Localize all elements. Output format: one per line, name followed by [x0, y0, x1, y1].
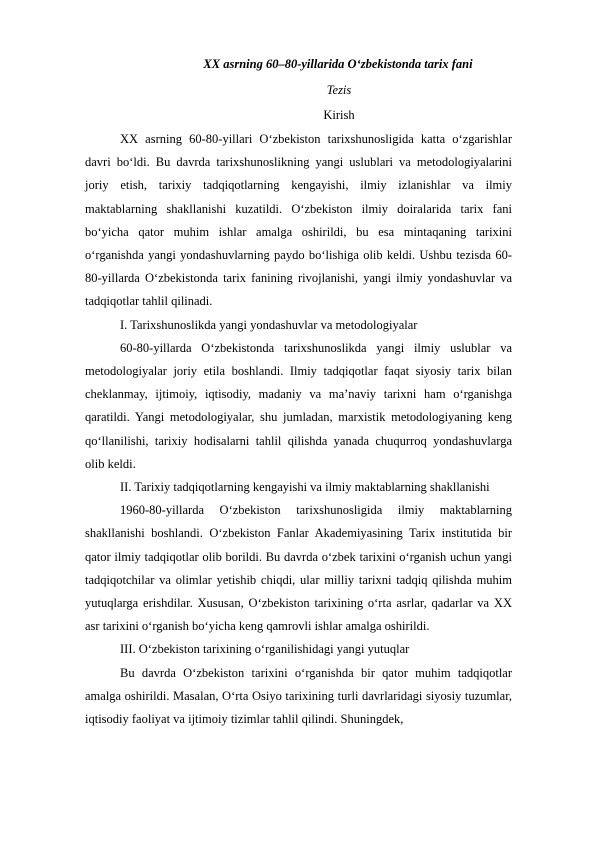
document-title: XX asrning 60–80-yillarida O‘zbekistonda tarix fani: [203, 57, 473, 71]
paragraph-section-2: 1960-80-yillarda O‘zbekiston tarixshunosligida ilmiy maktablarning shakllanishi boshlandi. O‘zbekiston Fanlar Akademiyasining Tarix institutida bir qator ilmiy tadqiqotlar olib borildi. Bu davrda o‘zbek tarixini o‘rganish uchun yangi tadqiqotchilar va olimlar yetishib chiqdi, ular milliy tarixni tadqiq qilishda muhim yutuqlarga erishdilar. Xususan, O‘zbekiston tarixining o‘rta asrlar, qadarlar va XX asr tarixini o‘rganish bo‘yicha keng qamrovli ishlar amalga oshirildi.: [85, 503, 512, 634]
intro-heading: Kirish: [323, 108, 355, 122]
document-body: [85, 128, 512, 731]
paragraph-intro: XX asrning 60-80-yillari O‘zbekiston tarixshunosligida katta o‘zgarishlar davri bo‘ldi. Bu davrda tarixshunoslikning yangi uslublari va metodologiyalarini joriy etish, tarixiy tadqiqotlarning kengayishi, ilmiy izlanishlar va ilmiy maktablarning shakllanishi kuzatildi. O‘zbekiston ilmiy doiralarida tarix fani bo‘yicha qator muhim ishlar amalga oshirildi, bu esa mintaqaning tarixini o‘rganishda yangi yondashuvlarning paydo bo‘lishiga olib keldi. Ushbu tezisda 60-80-yillarda O‘zbekistonda tarix fanining rivojlanishi, yangi ilmiy yondashuvlar va tadqiqotlar tahlil qilinadi.: [85, 132, 512, 309]
section-heading-1: I. Tarixshunoslikda yangi yondashuvlar va metodologiyalar: [120, 317, 418, 332]
section-heading-2: II. Tarixiy tadqiqotlarning kengayishi va ilmiy maktablarning shakllanishi: [120, 480, 490, 495]
section-heading-3: III. O‘zbekiston tarixining o‘rganilishidagi yangi yutuqlar: [120, 642, 410, 657]
paragraph-section-3: Bu davrda O‘zbekiston tarixini o‘rganishda bir qator muhim tadqiqotlar amalga oshirildi. Masalan, O‘rta Osiyo tarixining turli davrlaridagi siyosiy tuzumlar, iqtisodiy faoliyat va ijtimoiy tizimlar tahlil qilindi. Shuningdek,: [85, 665, 512, 727]
paragraph-section-1: 60-80-yillarda O‘zbekistonda tarixshunoslikda yangi ilmiy uslublar va metodologiyalar joriy etila boshlandi. Ilmiy tadqiqotlar faqat siyosiy tarix bilan cheklanmay, ijtimoiy, iqtisodiy, madaniy va ma’naviy tarixni ham o‘rganishga qaratildi. Yangi metodologiyalar, shu jumladan, marxistik metodologiyaning keng qo‘llanilishi, tarixiy hodisalarni tahlil qilishda yanada chuqurroq yondashuvlarga olib keldi.: [85, 340, 512, 471]
document-subtitle: Tezis: [326, 83, 352, 97]
